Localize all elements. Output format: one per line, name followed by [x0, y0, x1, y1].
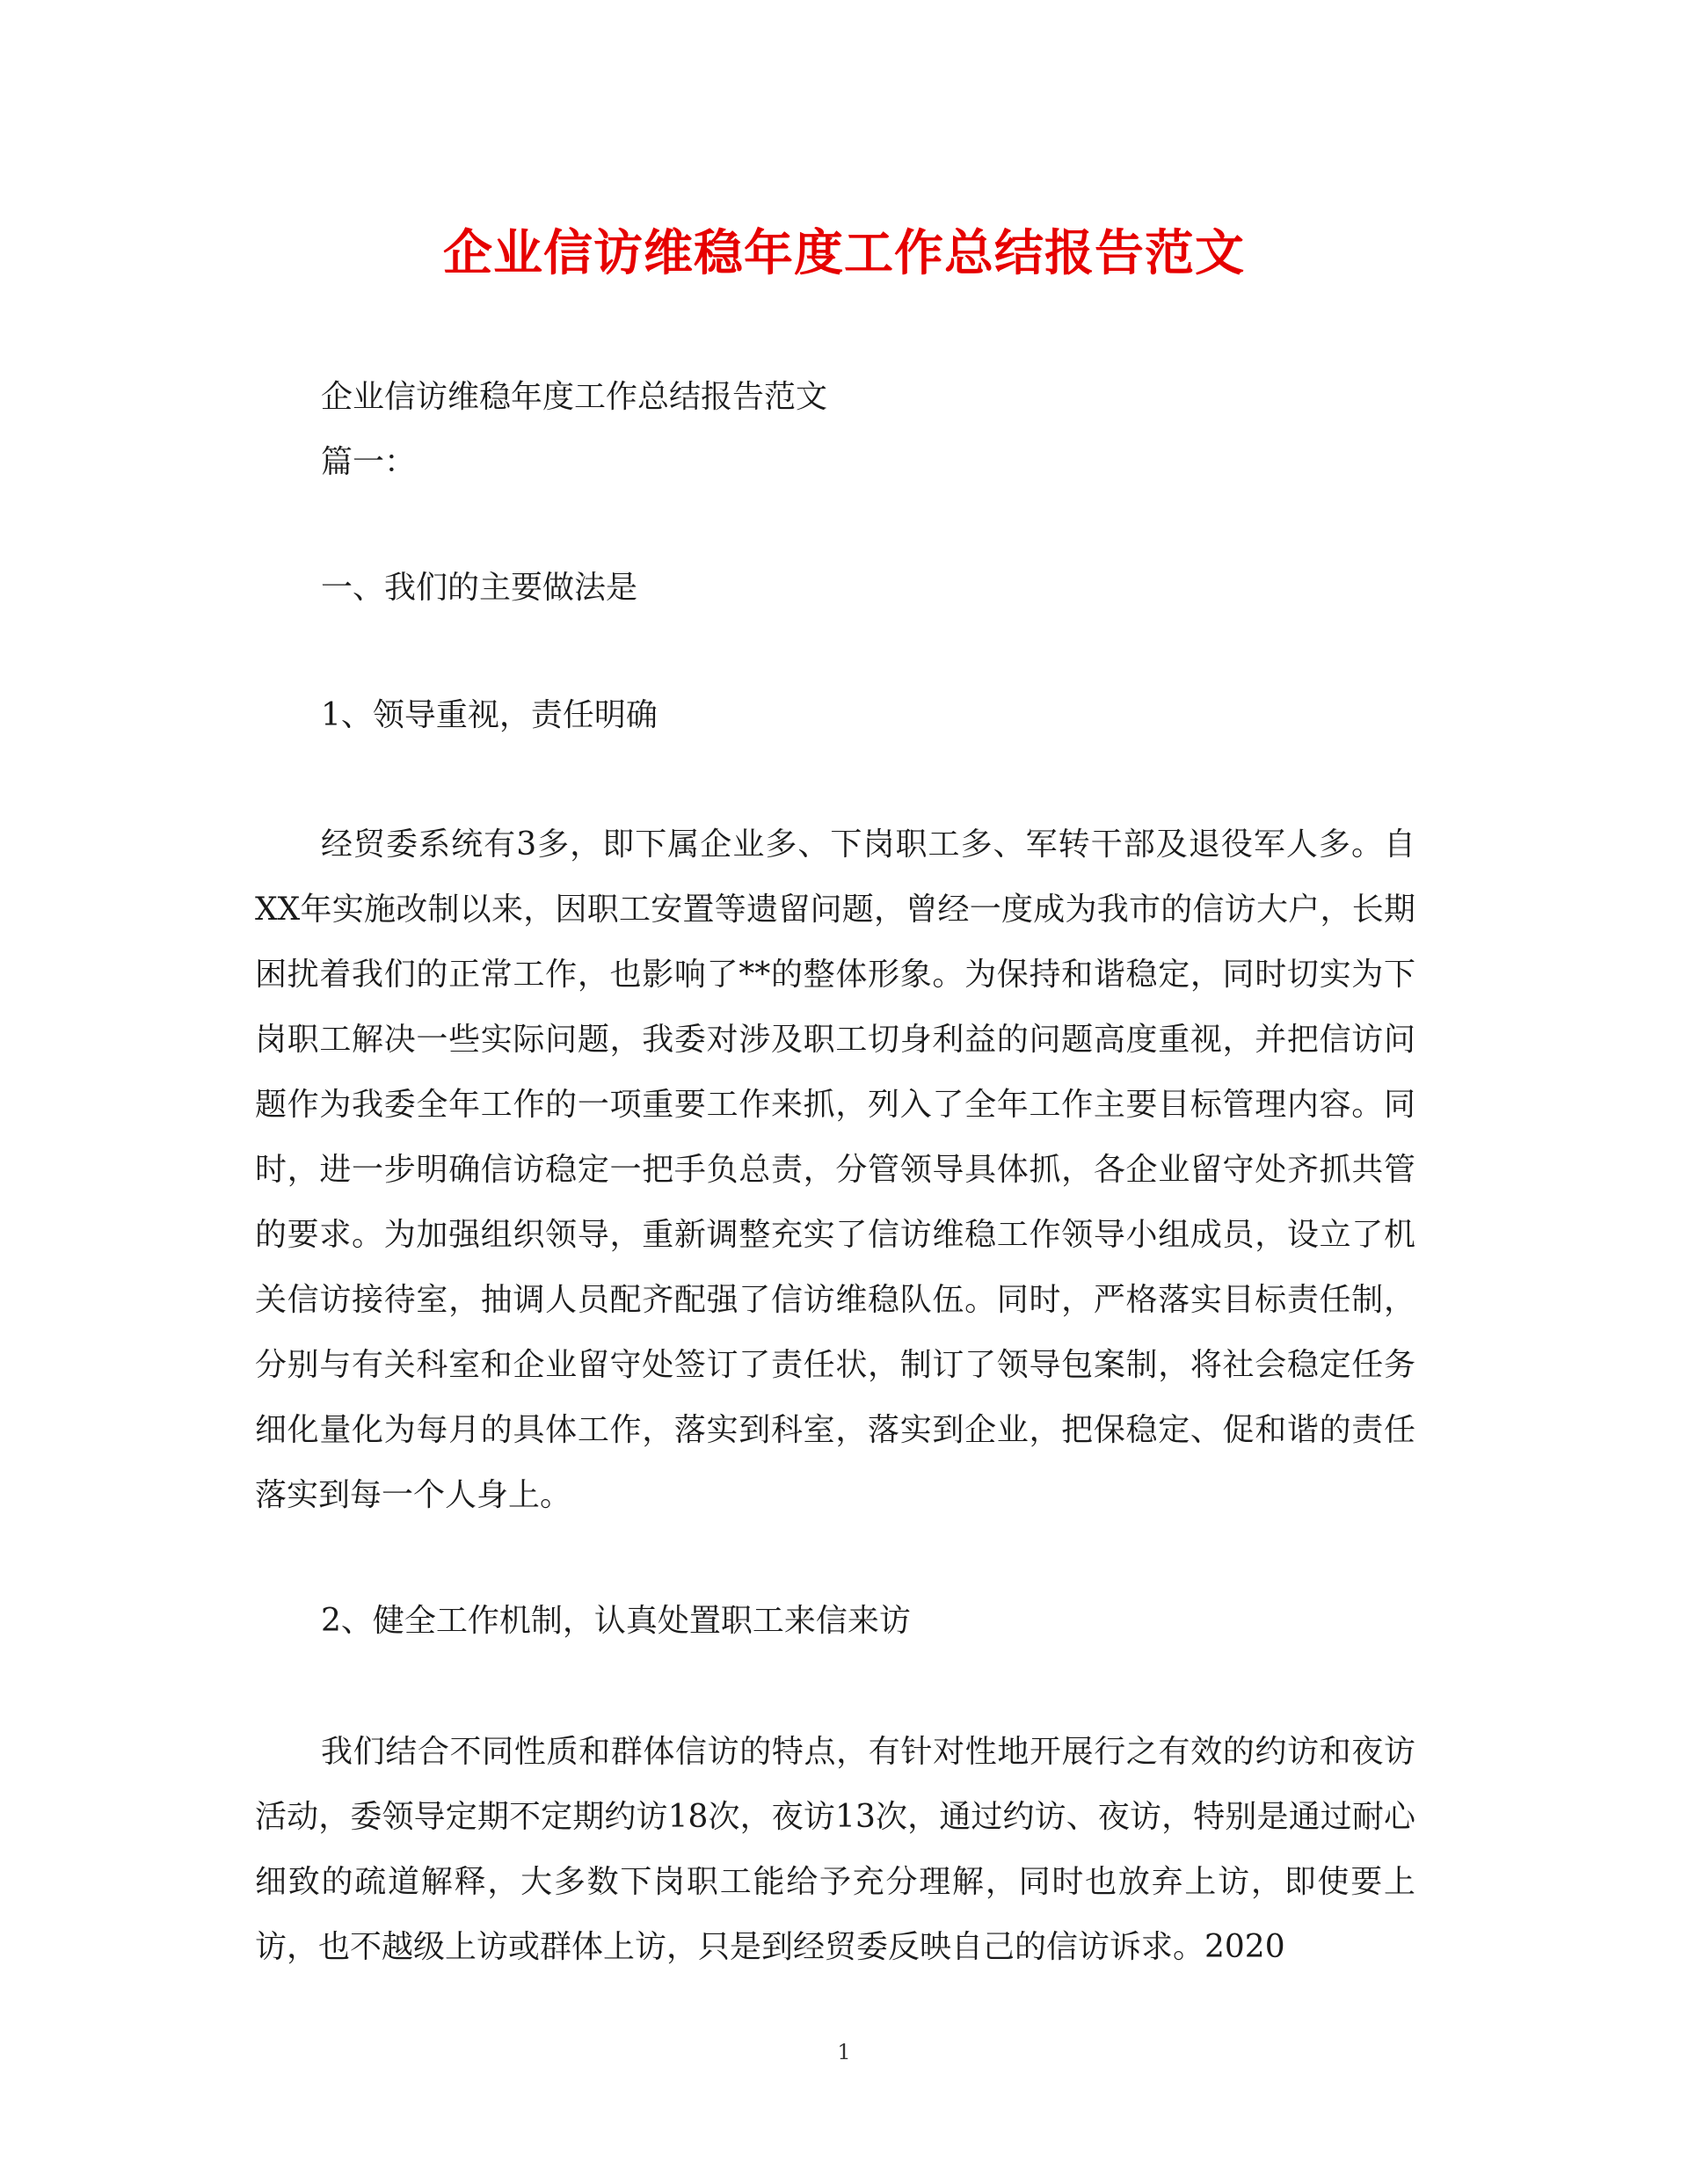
section-heading: 一、我们的主要做法是	[321, 570, 638, 606]
document-subtitle: 企业信访维稳年度工作总结报告范文	[321, 379, 828, 415]
part-label: 篇一：	[321, 444, 417, 480]
body-paragraph-1: 经贸委系统有3多，即下属企业多、下岗职工多、军转干部及退役军人多。自XX年实施改制以来，因职工安置等遗留问题，曾经一度成为我市的信访大户，长期困扰着我们的正常工作，也影响了**的整体形象。为保持和谐稳定，同时切实为下岗职工解决一些实际问题，我委对涉及职工切身利益的问题高度重视，并把信访问题作为我委全年工作的一项重要工作来抓，列入了全年工作主要目标管理内容。同时，进一步明确信访稳定一把手负总责，分管领导具体抓，各企业留守处齐抓共管的要求。为加强组织领导，重新调整充实了信访维稳工作领导小组成员，设立了机关信访接待室，抽调人员配齐配强了信访维稳队伍。同时，严格落实目标责任制，分别与有关科室和企业留守处签订了责任状，制订了领导包案制，将社会稳定任务细化量化为每月的具体工作，落实到科室，落实到企业，把保稳定、促和谐的责任落实到每一个人身上。	[255, 826, 1415, 1513]
item-heading-2: 2、健全工作机制，认真处置职工来信来访	[321, 1603, 911, 1639]
body-paragraph-2: 我们结合不同性质和群体信访的特点，有针对性地开展行之有效的约访和夜访活动，委领导定期不定期约访18次，夜访13次，通过约访、夜访，特别是通过耐心细致的疏道解释，大多数下岗职工能给予充分理解，同时也放弃上访，即使要上访，也不越级上访或群体上访，只是到经贸委反映自己的信访诉求。2020	[255, 1734, 1415, 1965]
page-number: 1	[837, 2040, 851, 2064]
item-heading-1: 1、领导重视，责任明确	[321, 697, 658, 733]
document-title: 企业信访维稳年度工作总结报告范文	[443, 224, 1245, 282]
